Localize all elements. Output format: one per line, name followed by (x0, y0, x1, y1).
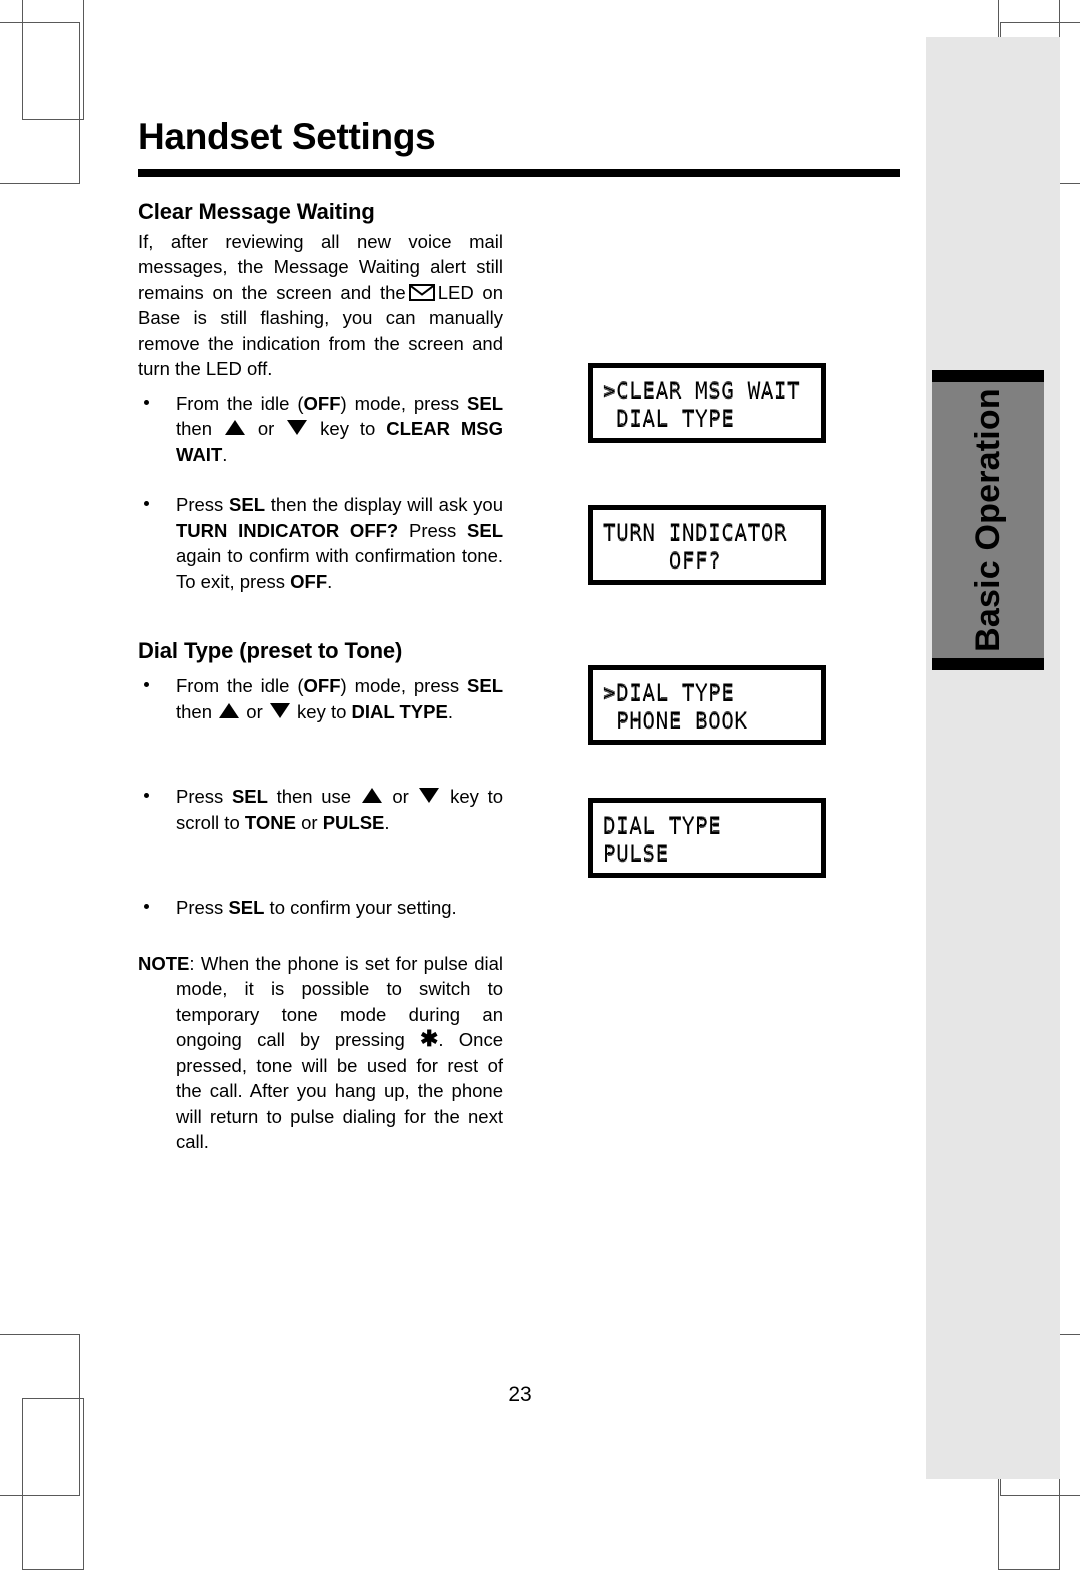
lcd-line-2: PHONE BOOK (603, 707, 811, 735)
bullet-dot (144, 793, 149, 798)
section-heading-clear-message-waiting: Clear Message Waiting (138, 198, 375, 224)
list-item (138, 391, 503, 468)
intro-text-part-2: LED on Base is still flashing, you can manually remove the indication from the screen and turn the LED off. (138, 281, 503, 380)
page-number: 23 (508, 1383, 532, 1406)
text-column (138, 199, 503, 1155)
lcd-line-2: DIAL TYPE (603, 405, 811, 433)
up-arrow-icon (225, 420, 245, 435)
list-item (138, 492, 503, 594)
lcd-line-2: OFF? (603, 547, 811, 575)
step-text: Press SEL then the display will ask you TURN INDICATOR OFF? Press SEL again to confirm with confirmation tone. To exit, press OFF. (176, 494, 503, 592)
crop-mark-bottom-left-b (0, 1334, 80, 1496)
clear-message-waiting-steps (138, 391, 503, 595)
step-text: From the idle (OFF) mode, press SEL then or key to CLEAR MSG WAIT. (176, 392, 503, 465)
bullet-dot (144, 904, 149, 909)
list-item (138, 784, 503, 835)
bullet-dot (144, 501, 149, 506)
note-label: NOTE (138, 952, 190, 974)
section-heading-dial-type: Dial Type (preset to Tone) (138, 638, 403, 664)
step-text: From the idle (OFF) mode, press SEL then or key to DIAL TYPE. (176, 675, 503, 722)
lcd-dial-type-screen (588, 665, 826, 745)
lcd-line-2: PULSE (603, 840, 811, 868)
lcd-line-1: >DIAL TYPE (603, 679, 811, 707)
page-title: Handset Settings (138, 116, 436, 157)
dial-type-steps (138, 673, 503, 921)
step-text: Press SEL to confirm your setting. (176, 897, 457, 919)
lcd-line-1: >CLEAR MSG WAIT (603, 377, 811, 405)
note-paragraph (138, 951, 503, 1155)
lcd-turn-indicator-off-screen (588, 505, 826, 585)
down-arrow-icon (287, 420, 307, 435)
lcd-line-1: TURN INDICATOR (603, 519, 811, 547)
chapter-band (926, 37, 1060, 1479)
chapter-tab (932, 370, 1044, 670)
intro-paragraph (138, 229, 503, 382)
down-arrow-icon (270, 703, 290, 718)
down-arrow-icon (419, 788, 439, 803)
title-rule (138, 169, 900, 177)
bullet-dot (144, 400, 149, 405)
content-column (138, 118, 904, 1173)
step-text: Press SEL then use or key to scroll to TONE or PULSE. (176, 786, 504, 833)
note-text-part-1: : When the phone is set for pulse dial mode, it is possible to switch to temporary tone mode during an ongoing call by pressing (176, 952, 503, 1051)
lcd-dial-type-pulse-screen (588, 798, 826, 878)
intro-text-part-1: If, after reviewing all new voice mail messages, the Message Waiting alert still remains on the screen and the (138, 230, 503, 303)
list-item (138, 673, 503, 724)
bullet-dot (144, 682, 149, 687)
lcd-line-1: DIAL TYPE (603, 812, 811, 840)
lcd-clear-msg-wait-screen (588, 363, 826, 443)
crop-mark-top-left-b (0, 22, 80, 184)
list-item (138, 895, 503, 921)
asterisk-key-icon: ✱ (419, 1026, 439, 1052)
up-arrow-icon (219, 703, 239, 718)
envelope-icon (409, 282, 435, 299)
up-arrow-icon (362, 788, 382, 803)
note-text-part-2: . Once pressed, tone will be used for rest of the call. After you hang up, the phone will return to pulse dialing for the next call. (176, 1029, 504, 1153)
chapter-tab-label: Basic Operation (968, 388, 1007, 652)
